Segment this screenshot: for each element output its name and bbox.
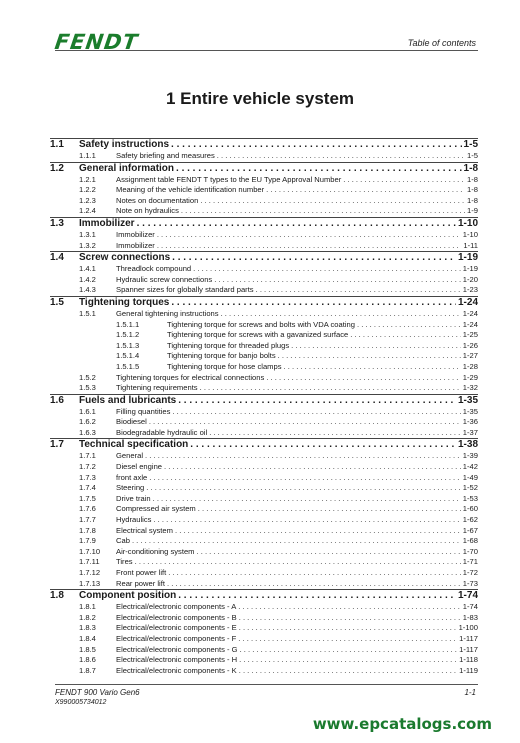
toc-leader-dots <box>153 494 461 503</box>
toc-entry[interactable] <box>50 275 478 286</box>
toc-section-heading[interactable] <box>50 218 478 230</box>
toc-leader-dots <box>149 473 461 482</box>
toc-leader-dots <box>256 285 461 294</box>
toc-number: 1.7.13 <box>79 578 101 588</box>
toc-number: 1.7.6 <box>79 504 96 514</box>
toc-number: 1.8.1 <box>79 602 96 612</box>
toc-number: 1.5.1.3 <box>116 340 140 350</box>
fendt-logo: FENDT <box>53 30 140 54</box>
toc-entry[interactable] <box>50 341 478 352</box>
toc-number: 1.5.1.4 <box>116 351 140 361</box>
toc-section <box>50 138 478 162</box>
toc-leader-dots <box>167 579 461 588</box>
toc-leader-dots <box>278 351 461 360</box>
toc-section-heading[interactable] <box>50 163 478 175</box>
toc-title: General information <box>79 162 175 174</box>
toc-title: Tightening torques <box>79 296 170 308</box>
header-rule <box>55 50 478 51</box>
toc-page-number: 1-29 <box>462 372 478 382</box>
toc-title: Tightening torques for electrical connections <box>116 372 265 382</box>
toc-page-number: 1-24 <box>457 296 478 308</box>
toc-page-number: 1-37 <box>462 427 478 437</box>
toc-entry[interactable] <box>50 515 478 526</box>
toc-leader-dots <box>266 373 460 382</box>
toc-title: Compressed air system <box>116 504 196 514</box>
toc-page-number: 1-83 <box>462 612 478 622</box>
toc-leader-dots <box>284 362 461 371</box>
page-title: 1 Entire vehicle system <box>165 89 355 108</box>
toc-entry[interactable] <box>50 602 478 613</box>
toc-title: Diesel engine <box>116 462 163 472</box>
toc-page-number: 1-118 <box>459 655 478 665</box>
toc-title: Hydraulics <box>116 515 152 525</box>
toc-leader-dots <box>190 439 456 450</box>
toc-leader-dots <box>217 151 465 160</box>
toc-entry[interactable] <box>50 185 478 196</box>
toc-entry[interactable] <box>50 483 478 494</box>
toc-entry[interactable] <box>50 655 478 666</box>
toc-leader-dots <box>239 655 457 664</box>
toc-title: General <box>116 451 144 461</box>
toc-entry[interactable] <box>50 241 478 252</box>
toc-section <box>50 438 478 589</box>
toc-leader-dots <box>157 230 461 239</box>
toc-page-number: 1-5 <box>463 139 478 150</box>
toc-title: Electrical/electronic components - K <box>116 665 237 675</box>
toc-leader-dots <box>238 602 461 611</box>
toc-leader-dots <box>209 428 461 437</box>
toc-page-number: 1-26 <box>462 340 478 350</box>
toc-number: 1.8.4 <box>79 633 96 643</box>
toc-title: Rear power lift <box>116 578 165 588</box>
toc-leader-dots <box>135 557 461 566</box>
footer-doc-number: X990005734012 <box>55 699 107 706</box>
toc-title: Tightening torque for screws and bolts with VDA coating <box>167 319 355 329</box>
toc-entry[interactable] <box>50 494 478 505</box>
toc-page-number: 1-100 <box>458 623 478 633</box>
toc-entry[interactable] <box>50 579 478 590</box>
toc-title: Electrical/electronic components - E <box>116 623 237 633</box>
toc-leader-dots <box>171 297 456 308</box>
toc-title: Meaning of the vehicle identification number <box>116 185 265 195</box>
toc-entry[interactable] <box>50 557 478 568</box>
toc-number: 1.6.1 <box>79 406 96 416</box>
toc-page-number: 1-38 <box>457 439 478 451</box>
toc-title: Safety instructions <box>79 139 170 150</box>
toc-number: 1.7.2 <box>79 462 96 472</box>
toc-title: Tires <box>116 557 133 567</box>
toc-number: 1.6 <box>50 394 64 406</box>
toc-section <box>50 296 478 394</box>
toc-title: Electrical system <box>116 525 173 535</box>
toc-title: Screw connections <box>79 252 171 264</box>
toc-page-number: 1-72 <box>462 568 478 577</box>
toc-page-number: 1-23 <box>462 285 478 295</box>
toc-number: 1.8.5 <box>79 644 96 654</box>
toc-section <box>50 251 478 296</box>
toc-number: 1.7.11 <box>79 557 100 567</box>
toc-entry[interactable] <box>50 383 478 394</box>
toc-title: Assignment table FENDT T types to the EU Type Approval Number <box>116 174 342 184</box>
toc-number: 1.7.8 <box>79 525 96 535</box>
toc-number: 1.4 <box>50 252 64 264</box>
toc-page-number: 1-68 <box>462 536 478 546</box>
toc-page-number: 1-28 <box>462 361 478 371</box>
toc-number: 1.8 <box>50 590 64 602</box>
toc-leader-dots <box>197 547 461 556</box>
toc-number: 1.4.1 <box>79 264 96 274</box>
toc-number: 1.2.4 <box>79 206 96 216</box>
toc-leader-dots <box>200 383 461 392</box>
toc-number: 1.7.5 <box>79 493 96 503</box>
toc-entry[interactable] <box>50 264 478 275</box>
toc-leader-dots <box>178 395 456 406</box>
toc-page-number: 1-73 <box>462 578 478 588</box>
toc-title: Note on hydraulics <box>116 206 179 216</box>
toc-leader-dots <box>168 568 461 577</box>
toc-number: 1.8.3 <box>79 623 96 633</box>
toc-number: 1.1 <box>50 139 64 150</box>
toc-page-number: 1-117 <box>459 633 478 643</box>
toc-page-number: 1-8 <box>467 195 478 205</box>
toc-page-number: 1-24 <box>462 308 478 318</box>
toc-leader-dots <box>239 666 457 675</box>
page-header <box>0 0 520 60</box>
toc-page-number: 1-8 <box>463 162 478 174</box>
toc-section <box>50 217 478 251</box>
toc-leader-dots <box>198 504 461 513</box>
toc-title: Tightening torque for hose clamps <box>167 361 282 371</box>
toc-entry[interactable] <box>50 547 478 558</box>
footer-page-number: 1-1 <box>464 688 476 697</box>
toc-section-heading[interactable] <box>50 590 478 602</box>
toc-title: Safety briefing and measures <box>116 151 215 160</box>
toc-leader-dots <box>178 590 456 601</box>
toc-entry[interactable] <box>50 568 478 579</box>
toc-entry[interactable] <box>50 351 478 362</box>
footer-model: FENDT 900 Vario Gen6 <box>55 688 140 697</box>
toc-page-number: 1-19 <box>457 252 478 264</box>
toc-page-number: 1-10 <box>457 217 478 229</box>
toc-title: Notes on documentation <box>116 195 199 205</box>
toc-number: 1.5.1.5 <box>116 361 140 371</box>
toc-number: 1.3.1 <box>79 229 96 239</box>
toc-title: Tightening requirements <box>116 383 198 393</box>
toc-title: Component position <box>79 590 177 602</box>
toc-entry[interactable] <box>50 645 478 656</box>
toc-entry[interactable] <box>50 206 478 217</box>
toc-number: 1.1.1 <box>79 151 96 160</box>
watermark: www.epcatalogs.com <box>312 715 492 733</box>
toc-page-number: 1-39 <box>462 451 478 461</box>
toc-title: Biodegradable hydraulic oil <box>116 427 208 437</box>
toc-entry[interactable] <box>50 623 478 634</box>
toc-entry[interactable] <box>50 526 478 537</box>
toc-entry[interactable] <box>50 504 478 515</box>
toc-section <box>50 162 478 217</box>
toc-number: 1.6.2 <box>79 417 96 427</box>
toc-title: Electrical/electronic components - F <box>116 633 237 643</box>
toc-number: 1.5.1.2 <box>116 330 140 340</box>
toc-title: Technical specification <box>79 439 189 451</box>
toc-number: 1.3 <box>50 217 64 229</box>
toc-leader-dots <box>200 196 465 205</box>
toc-entry[interactable] <box>50 285 478 296</box>
toc-number: 1.7.4 <box>79 483 96 493</box>
toc-leader-dots <box>214 275 461 284</box>
toc-leader-dots <box>172 407 460 416</box>
toc-title: Immobilizer <box>79 217 135 229</box>
toc-title: Cab <box>116 536 130 546</box>
toc-entry[interactable] <box>50 320 478 331</box>
toc-section-heading[interactable] <box>50 297 478 309</box>
toc-page-number: 1-60 <box>462 504 478 514</box>
toc-leader-dots <box>239 623 457 632</box>
toc-entry[interactable] <box>50 330 478 341</box>
toc-section-heading[interactable] <box>50 395 478 407</box>
toc-number: 1.2.3 <box>79 195 96 205</box>
toc-section-heading[interactable] <box>50 139 478 151</box>
toc-page-number: 1-42 <box>462 462 478 472</box>
toc-page-number: 1-5 <box>467 151 478 160</box>
toc-number: 1.7.1 <box>79 451 96 461</box>
toc-page-number: 1-9 <box>467 206 478 216</box>
toc-page-number: 1-25 <box>462 330 478 340</box>
toc-title: Hydraulic screw connections <box>116 274 213 284</box>
toc-leader-dots <box>171 139 462 150</box>
toc-number: 1.7.7 <box>79 515 96 525</box>
toc-page-number: 1-62 <box>462 515 478 525</box>
toc-page-number: 1-8 <box>467 185 478 195</box>
toc-number: 1.2 <box>50 162 64 174</box>
toc-title: Electrical/electronic components - G <box>116 644 238 654</box>
toc-leader-dots <box>221 309 461 318</box>
toc-title: Front power lift <box>116 568 167 577</box>
toc-leader-dots <box>153 515 460 524</box>
toc-page-number: 1-32 <box>462 383 478 393</box>
toc-number: 1.3.2 <box>79 240 96 250</box>
toc-number: 1.4.3 <box>79 285 96 295</box>
toc-number: 1.5 <box>50 296 64 308</box>
toc-title: Fuels and lubricants <box>79 394 177 406</box>
toc-page-number: 1-36 <box>462 417 478 427</box>
toc-title: Biodiesel <box>116 417 147 427</box>
toc-entry[interactable] <box>50 373 478 384</box>
toc-section <box>50 394 478 439</box>
toc-title: Air-conditioning system <box>116 546 195 556</box>
toc-number: 1.7.3 <box>79 472 96 482</box>
toc-number: 1.5.1 <box>79 308 96 318</box>
toc-title: front axle <box>116 472 148 482</box>
toc-entry[interactable] <box>50 473 478 484</box>
toc-page-number: 1-35 <box>462 406 478 416</box>
toc-title: Electrical/electronic components - B <box>116 612 237 622</box>
toc-title: Threadlock compound <box>116 264 192 274</box>
toc-page-number: 1-8 <box>467 174 478 184</box>
toc-entry[interactable] <box>50 462 478 473</box>
toc-page-number: 1-117 <box>459 644 478 654</box>
table-of-contents <box>50 138 478 676</box>
toc-entry[interactable] <box>50 536 478 547</box>
toc-number: 1.5.3 <box>79 383 96 393</box>
toc-leader-dots <box>164 462 461 471</box>
toc-page-number: 1-71 <box>462 557 478 567</box>
toc-title: Immobilizer <box>116 229 155 239</box>
toc-page-number: 1-20 <box>462 274 478 284</box>
toc-title: Tightening torque for banjo bolts <box>167 351 276 361</box>
toc-entry[interactable] <box>50 175 478 186</box>
toc-number: 1.2.2 <box>79 185 96 195</box>
toc-leader-dots <box>357 320 461 329</box>
toc-leader-dots <box>132 536 461 545</box>
toc-title: General tightening instructions <box>116 308 219 318</box>
toc-page-number: 1-52 <box>462 483 478 493</box>
toc-leader-dots <box>181 206 465 215</box>
toc-entry[interactable] <box>50 666 478 677</box>
toc-section-heading[interactable] <box>50 439 478 451</box>
toc-page-number: 1-119 <box>459 665 478 675</box>
toc-entry[interactable] <box>50 634 478 645</box>
toc-title: Drive train <box>116 493 151 503</box>
toc-number: 1.8.2 <box>79 612 96 622</box>
toc-leader-dots <box>193 264 461 273</box>
toc-number: 1.8.7 <box>79 665 96 675</box>
toc-leader-dots <box>157 241 462 250</box>
toc-entry[interactable] <box>50 613 478 624</box>
toc-leader-dots <box>239 613 461 622</box>
toc-page-number: 1-19 <box>462 264 478 274</box>
toc-entry[interactable] <box>50 230 478 241</box>
toc-entry[interactable] <box>50 417 478 428</box>
toc-leader-dots <box>266 185 465 194</box>
toc-leader-dots <box>145 451 461 460</box>
toc-entry[interactable] <box>50 451 478 462</box>
footer-rule <box>55 684 478 685</box>
toc-page-number: 1-70 <box>462 546 478 556</box>
header-title: Table of contents <box>407 38 476 48</box>
toc-title: Immobilizer <box>116 240 155 250</box>
toc-section-heading[interactable] <box>50 252 478 264</box>
toc-entry[interactable] <box>50 407 478 418</box>
toc-section <box>50 589 478 676</box>
toc-leader-dots <box>149 417 461 426</box>
toc-page-number: 1-67 <box>462 525 478 535</box>
toc-number: 1.2.1 <box>79 174 96 184</box>
toc-title: Tightening torque for threaded plugs <box>167 340 290 350</box>
toc-leader-dots <box>146 483 461 492</box>
toc-title: Steering <box>116 483 145 493</box>
toc-page-number: 1-74 <box>457 590 478 602</box>
toc-entry[interactable] <box>50 362 478 373</box>
toc-title: Tightening torque for screws with a gavanized surface <box>167 330 349 340</box>
toc-page-number: 1-24 <box>462 319 478 329</box>
toc-leader-dots <box>175 526 461 535</box>
toc-leader-dots <box>240 645 458 654</box>
toc-leader-dots <box>291 341 461 350</box>
toc-number: 1.4.2 <box>79 274 96 284</box>
toc-entry[interactable] <box>50 151 478 162</box>
toc-page-number: 1-27 <box>462 351 478 361</box>
toc-leader-dots <box>238 634 457 643</box>
toc-page-number: 1-74 <box>462 602 478 612</box>
toc-number: 1.6.3 <box>79 427 96 437</box>
toc-number: 1.7 <box>50 439 64 451</box>
toc-leader-dots <box>350 330 461 339</box>
toc-title: Spanner sizes for globally standard parts <box>116 285 254 295</box>
toc-entry[interactable] <box>50 309 478 320</box>
toc-page-number: 1-10 <box>462 229 478 239</box>
toc-page-number: 1-53 <box>462 493 478 503</box>
toc-number: 1.8.6 <box>79 655 96 665</box>
toc-title: Electrical/electronic components - A <box>116 602 237 612</box>
toc-page-number: 1-49 <box>462 472 478 482</box>
toc-entry[interactable] <box>50 428 478 439</box>
toc-leader-dots <box>137 218 456 229</box>
toc-page-number: 1-35 <box>457 394 478 406</box>
toc-number: 1.7.10 <box>79 546 101 556</box>
toc-number: 1.5.1.1 <box>116 319 140 329</box>
toc-number: 1.5.2 <box>79 372 96 382</box>
toc-page-number: 1-11 <box>463 240 478 250</box>
toc-leader-dots <box>343 175 465 184</box>
toc-title: Electrical/electronic components - H <box>116 655 238 665</box>
toc-number: 1.7.12 <box>79 568 101 577</box>
toc-leader-dots <box>176 163 462 174</box>
toc-number: 1.7.9 <box>79 536 96 546</box>
toc-title: Filling quantities <box>116 406 171 416</box>
toc-leader-dots <box>172 252 456 263</box>
toc-entry[interactable] <box>50 196 478 207</box>
